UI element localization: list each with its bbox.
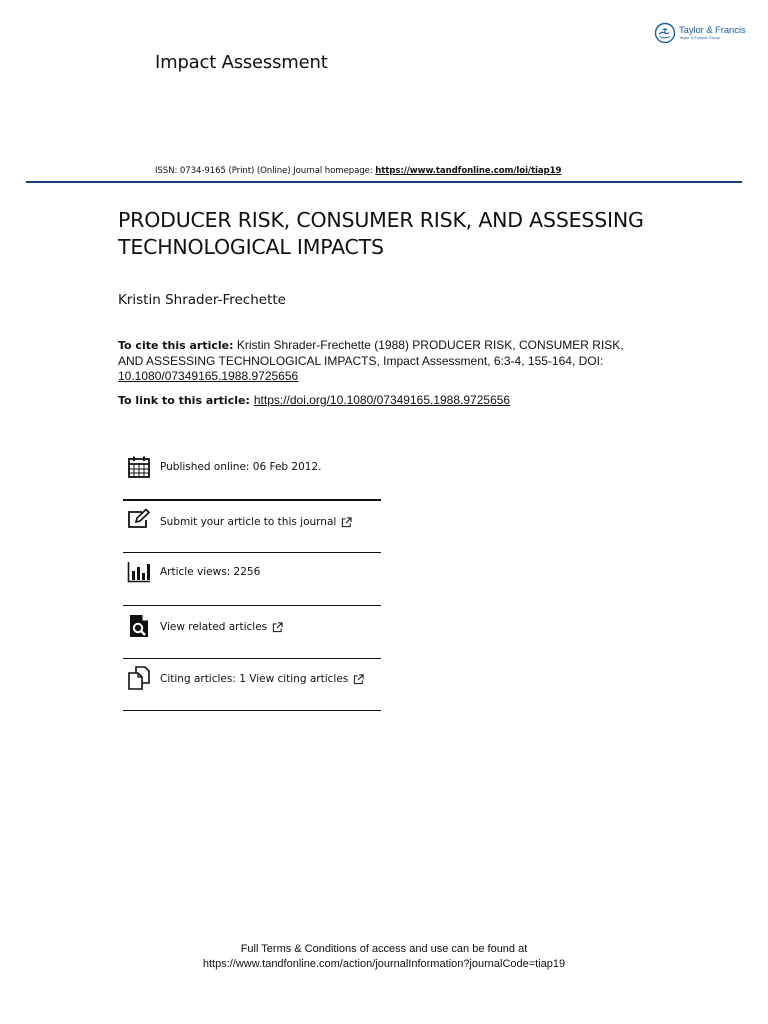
divider bbox=[123, 552, 381, 553]
header-rule bbox=[26, 181, 742, 183]
article-link-block bbox=[118, 393, 510, 407]
footer-terms-url[interactable]: https://www.tandfonline.com/action/journalInformation?journalCode=tiap19 bbox=[202, 958, 566, 970]
publisher-name: Taylor & Francis bbox=[679, 24, 746, 36]
publisher-subtitle: Taylor & Francis Group bbox=[679, 35, 720, 41]
issn-line bbox=[155, 166, 561, 176]
related-articles-link[interactable] bbox=[160, 621, 283, 633]
article-title: PRODUCER RISK, CONSUMER RISK, AND ASSESSING TECHNOLOGICAL IMPACTS bbox=[118, 208, 644, 259]
article-doi-link[interactable]: https://doi.org/10.1080/07349165.1988.9725656 bbox=[253, 393, 511, 407]
external-link-icon bbox=[341, 517, 352, 528]
citation-text: Kristin Shrader-Frechette (1988) PRODUCER RISK, CONSUMER RISK, AND ASSESSING TECHNOLOGICAL IMPACTS, Impact Assessment, 6:3-4, 155-164, DOI: bbox=[118, 338, 624, 368]
submit-article-link[interactable] bbox=[160, 516, 352, 528]
link-label: To link to this article: bbox=[118, 394, 250, 407]
article-author: Kristin Shrader-Frechette bbox=[118, 292, 286, 308]
bar-chart-icon bbox=[127, 560, 151, 584]
citation-label: To cite this article: bbox=[118, 339, 234, 352]
footer-terms-text: Full Terms & Conditions of access and use can be found at bbox=[240, 943, 528, 955]
divider bbox=[123, 710, 381, 711]
calendar-icon bbox=[127, 455, 151, 479]
edit-icon bbox=[127, 508, 151, 532]
footer bbox=[0, 942, 768, 972]
citing-documents-icon bbox=[127, 666, 151, 690]
document-search-icon bbox=[127, 614, 151, 638]
journal-homepage-link[interactable]: https://www.tandfonline.com/loi/tiap19 bbox=[375, 166, 562, 176]
citing-articles-link[interactable] bbox=[160, 673, 364, 685]
citation-block bbox=[118, 338, 638, 385]
divider bbox=[123, 658, 381, 659]
journal-title: Impact Assessment bbox=[155, 52, 328, 73]
issn-text: ISSN: 0734-9165 (Print) (Online) Journal homepage: bbox=[155, 166, 376, 176]
publisher-logo bbox=[654, 22, 746, 44]
submit-label: Submit your article to this journal bbox=[160, 516, 337, 528]
external-link-icon bbox=[272, 622, 283, 633]
divider bbox=[123, 605, 381, 606]
external-link-icon bbox=[353, 674, 364, 685]
article-views: Article views: 2256 bbox=[160, 566, 261, 578]
divider bbox=[123, 499, 381, 501]
published-date: Published online: 06 Feb 2012. bbox=[160, 461, 322, 473]
citation-doi-link[interactable]: 10.1080/07349165.1988.9725656 bbox=[118, 369, 299, 383]
citing-label: Citing articles: 1 View citing articles bbox=[160, 673, 349, 685]
related-label: View related articles bbox=[160, 621, 268, 633]
taylor-francis-logo-icon bbox=[654, 22, 676, 44]
